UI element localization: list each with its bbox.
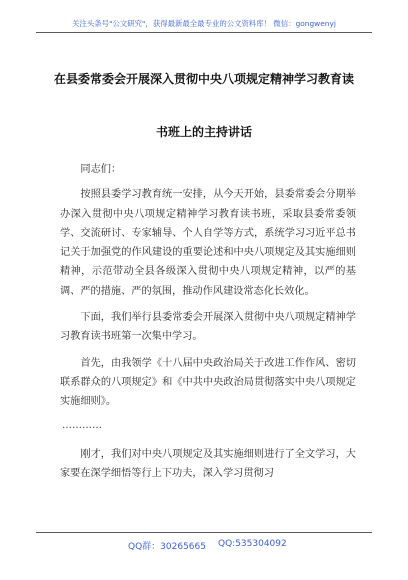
- header-banner: 关注头条号"公文研究"，获得最新最全最专业的公文资料库！ 微信：gongwenyj: [72, 19, 336, 28]
- document-body: [60, 160, 356, 483]
- document-title-line-2: 书班上的主持讲话: [155, 125, 252, 139]
- header-divider: [36, 32, 372, 33]
- paragraph-4: 刚才，我们对中央八项规定及其实施细则进行了全文学习，大家要在深学细悟等行上下功夫，深入学习贯彻习: [60, 448, 356, 479]
- qq-contact: QQ:535304092: [218, 539, 287, 549]
- qq-group: QQ群：30265665: [128, 542, 206, 552]
- document-title-line-1: 在县委常委会开展深入贯彻中央八项规定精神学习教育读: [53, 72, 354, 86]
- greeting: 同志们：: [80, 164, 122, 175]
- paragraph-3: 首先，由我领学《十八届中央政治局关于改进工作作风、密切联系群众的八项规定》和《中共中央政治局贯彻落实中央八项规定实施细则》。: [60, 357, 356, 408]
- footer-divider: [36, 532, 372, 533]
- paragraph-2: 下面，我们举行县委常委会开展深入贯彻中央八项规定精神学习教育读书班第一次集中学习。: [60, 312, 356, 343]
- ellipsis: …………: [62, 419, 102, 431]
- paragraph-1: 按照县委学习教育统一安排，从今天开始，县委常委会分期举办深入贯彻中央八项规定精神学习教育读书班，采取县委常委领学、交流研讨、专家辅导、个人自学等方式，系统学习习近平总书记关于加强党的作风建设的重要论述和中央八项规定及其实施细则精神，示范带动全县各级深入贯彻中央八项规定精神，以严的基调、严的措施、严的氛围，推动作风建设常态化长效化。: [60, 189, 356, 297]
